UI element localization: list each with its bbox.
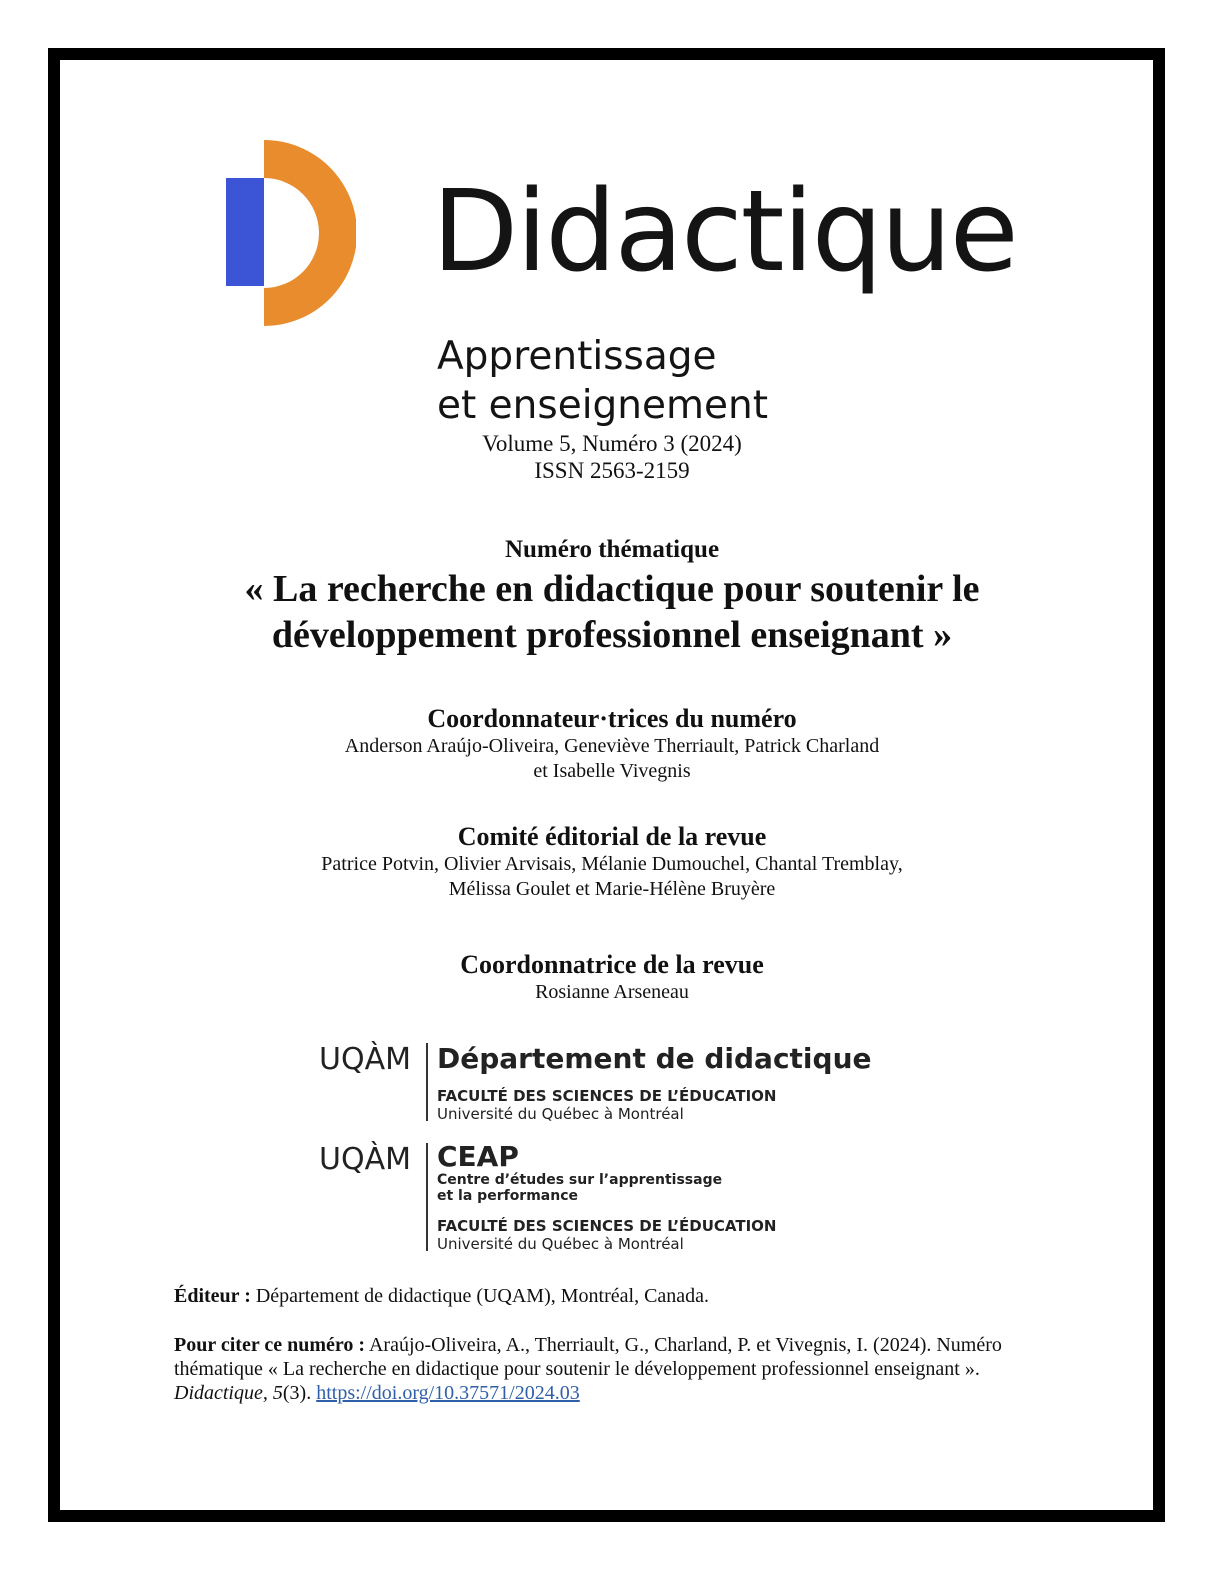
university-label-2: Université du Québec à Montréal [437, 1235, 684, 1253]
publisher-label: Éditeur : [174, 1285, 251, 1307]
committee-line-2: Mélissa Goulet et Marie-Hélène Bruyère [448, 878, 776, 900]
faculty-label-1: FACULTÉ DES SCIENCES DE L’ÉDUCATION [437, 1087, 777, 1105]
doi-link[interactable]: https://doi.org/10.37571/2024.03 [316, 1382, 580, 1404]
publisher-text: Département de didactique (UQAM), Montréal, Canada. [250, 1285, 710, 1307]
cite-issue: (3). [282, 1382, 317, 1404]
logo-divider-2 [426, 1143, 428, 1251]
journal-coordinator-name: Rosianne Arseneau [535, 981, 689, 1003]
uqam-logo-2: UQÀM [319, 1142, 411, 1177]
theme-label: Numéro thématique [504, 536, 720, 563]
cite-journal: Didactique, 5 [174, 1382, 283, 1404]
theme-title-line-2: développement professionnel enseignant » [271, 614, 953, 656]
subtitle-line-2: et enseignement [437, 383, 769, 428]
faculty-label-2: FACULTÉ DES SCIENCES DE L’ÉDUCATION [437, 1217, 777, 1235]
university-label-1: Université du Québec à Montréal [437, 1105, 684, 1123]
coordinators-section [60, 704, 1164, 784]
journal-coordinator-heading: Coordonnatrice de la revue [460, 950, 764, 979]
ceap-line-1: Centre d’études sur l’apprentissage [437, 1172, 723, 1188]
publisher-line [174, 1284, 1054, 1308]
theme-title [60, 566, 1164, 658]
cite-label: Pour citer ce numéro : [174, 1334, 366, 1356]
citation [174, 1333, 1034, 1405]
journal-coordinator-section [60, 950, 1164, 1005]
didactique-logo-icon [226, 140, 356, 326]
theme-title-line-1: « La recherche en didactique pour soutenir le [244, 568, 980, 610]
committee-line-1: Patrice Potvin, Olivier Arvisais, Mélanie Dumouchel, Chantal Tremblay, [321, 853, 903, 875]
coordinators-heading: Coordonnateur·trices du numéro [427, 704, 797, 733]
logo-divider-1 [426, 1043, 428, 1121]
coordinators-line-1: Anderson Araújo-Oliveira, Geneviève Therriault, Patrick Charland [344, 735, 880, 757]
issn: ISSN 2563-2159 [534, 458, 690, 483]
ceap-line-2: et la performance [437, 1188, 579, 1204]
journal-title: Didactique [432, 167, 1017, 297]
committee-heading: Comité éditorial de la revue [457, 822, 767, 851]
committee-section [60, 822, 1164, 902]
uqam-logo-1: UQÀM [319, 1042, 411, 1077]
department-title: Département de didactique [437, 1042, 872, 1075]
ceap-title: CEAP [437, 1140, 519, 1173]
volume-info: Volume 5, Numéro 3 (2024) [482, 431, 742, 456]
coordinators-line-2: et Isabelle Vivegnis [533, 760, 691, 782]
subtitle-line-1: Apprentissage [437, 334, 717, 379]
cite-text: Araújo-Oliveira, A., Therriault, G., Charland, P. et Vivegnis, I. (2024). Numéro thématique « La recherche en didactique pour soutenir le développement professionnel enseignant ». [174, 1334, 1002, 1380]
journal-subtitle [437, 332, 768, 430]
